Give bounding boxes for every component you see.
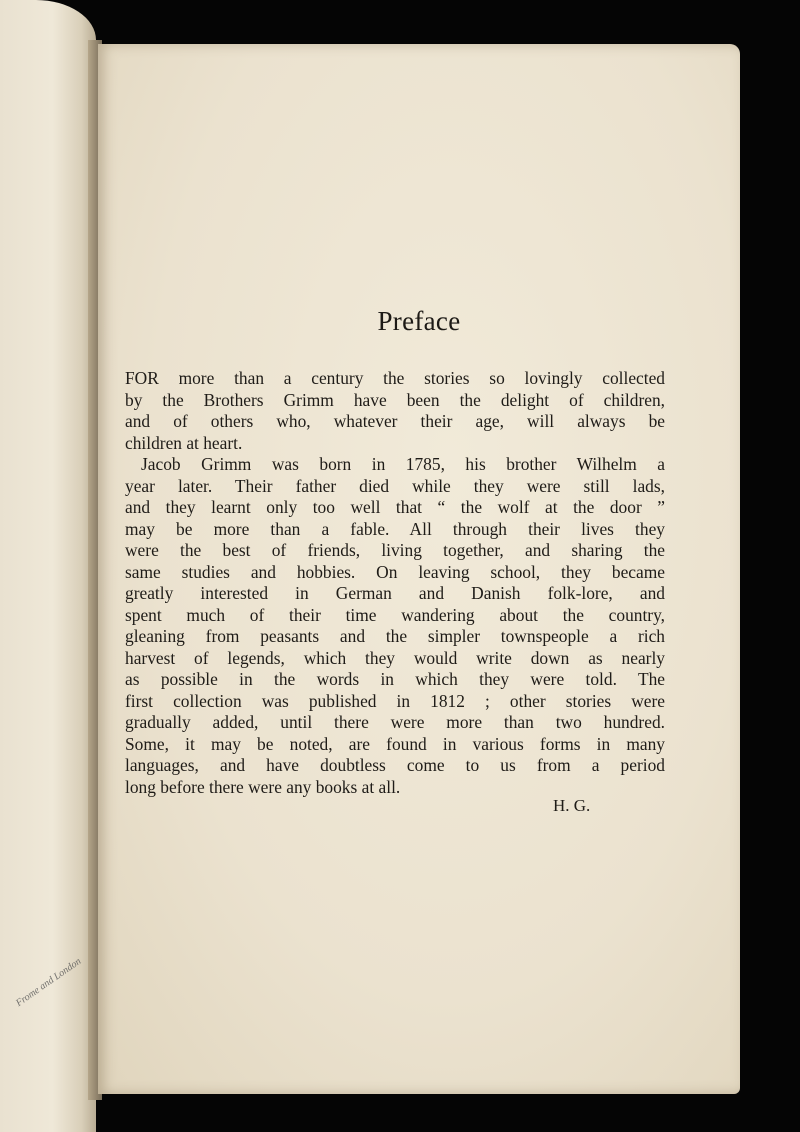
text-line: greatly interested in German and Danish folk-lore, and [125, 583, 665, 603]
preface-body [125, 368, 665, 798]
text-line: and they learnt only too well that “ the wolf at the door ” [125, 497, 665, 517]
text-line: spent much of their time wandering about the country, [125, 604, 665, 625]
right-page [98, 44, 740, 1094]
text-line: as possible in the words in which they were told. The [125, 669, 665, 689]
left-page [0, 0, 96, 1132]
text-line: year later. Their father died while they were still lads, [125, 475, 665, 496]
text-line: FOR more than a century the stories so lovingly collected [125, 368, 665, 388]
text-line: gleaning from peasants and the simpler townspeople a rich [125, 626, 665, 646]
text-line: by the Brothers Grimm have been the delight of children, [125, 389, 665, 410]
text-line: children at heart. [125, 432, 243, 453]
text-line: first collection was published in 1812 ; other stories were [125, 690, 665, 711]
paragraph-1 [125, 368, 665, 454]
text-line: and of others who, whatever their age, will always be [125, 411, 665, 431]
text-line: harvest of legends, which they would write down as nearly [125, 647, 665, 668]
text-line: may be more than a fable. All through their lives they [125, 518, 665, 539]
text-line: languages, and have doubtless come to us from a period [125, 755, 665, 775]
signature: H. G. [553, 796, 591, 815]
paragraph-2 [125, 454, 665, 798]
text-line: gradually added, until there were more than two hundred. [125, 712, 665, 732]
text-line: Jacob Grimm was born in 1785, his brother Wilhelm a [141, 454, 665, 474]
text-line: same studies and hobbies. On leaving school, they became [125, 561, 665, 582]
text-line: Some, it may be noted, are found in various forms in many [125, 733, 665, 754]
text-line: were the best of friends, living together, and sharing the [125, 540, 665, 560]
text-line: long before there were any books at all. [125, 776, 401, 797]
printer-imprint: Frome and London [14, 955, 84, 1010]
page-title: Preface [377, 306, 461, 336]
